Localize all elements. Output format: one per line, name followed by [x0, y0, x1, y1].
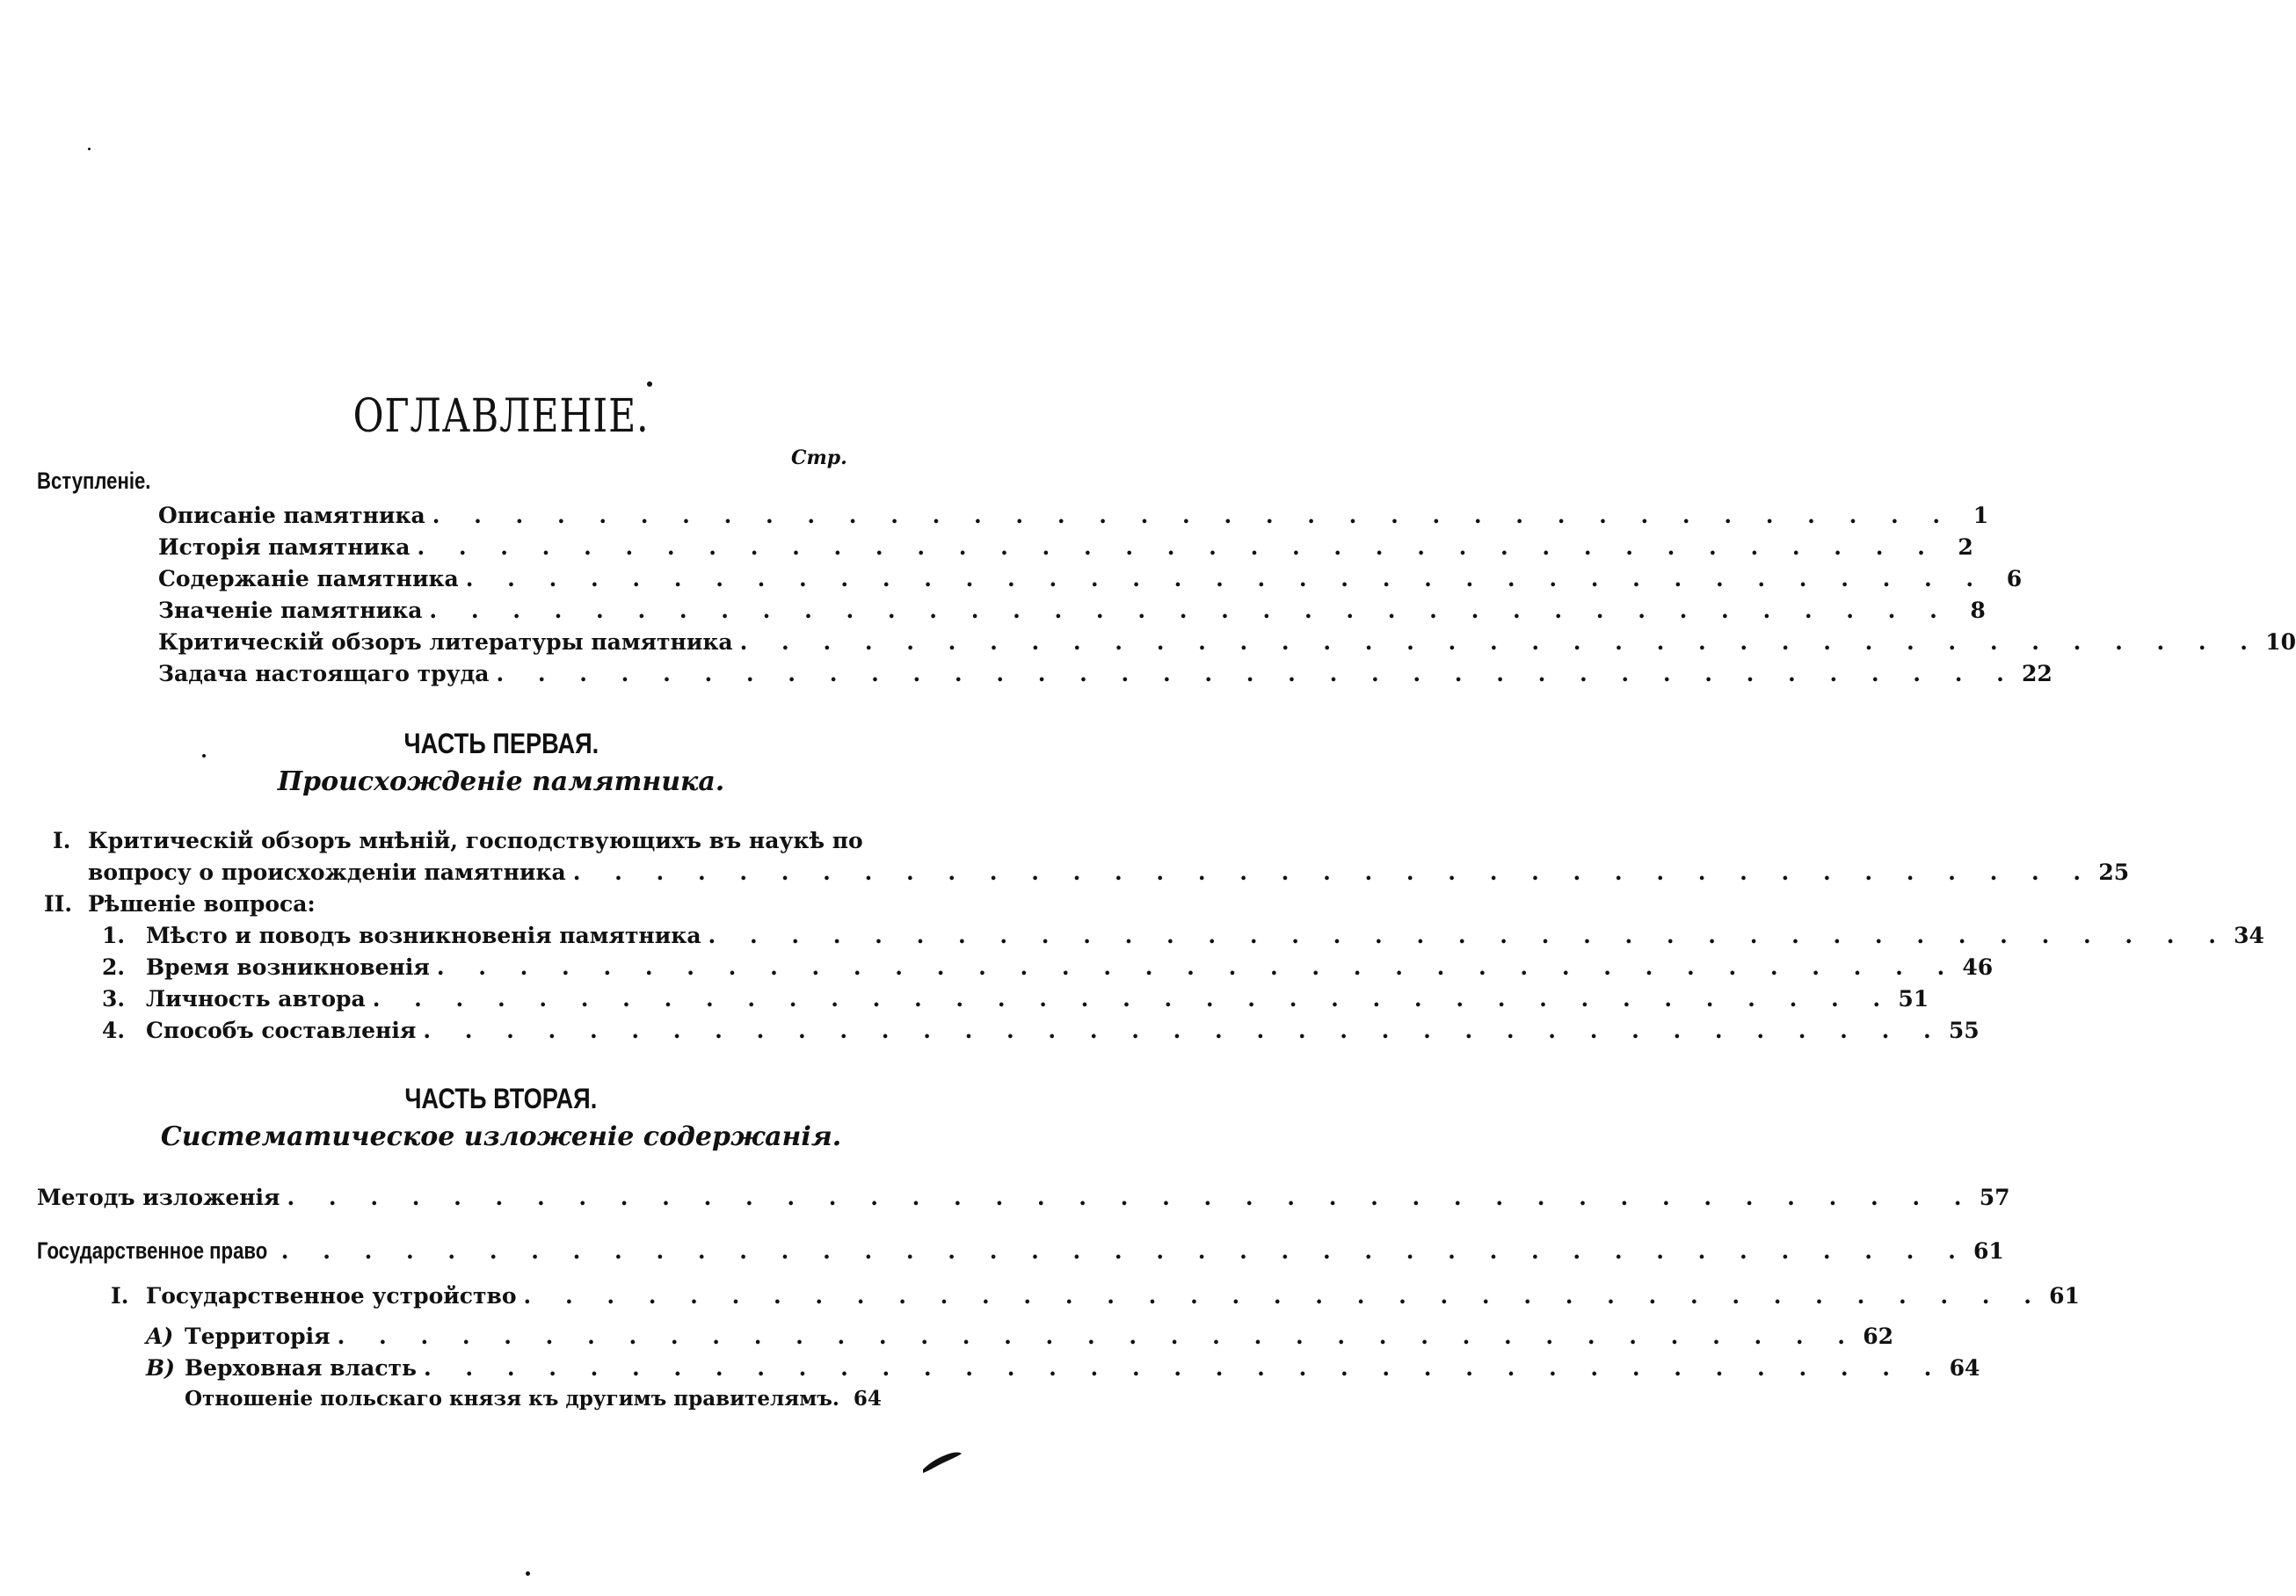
toc-entry-page: 8 [1970, 598, 1986, 623]
toc-entry-page: 10 [2265, 629, 2296, 655]
toc-entry-page: 51 [1898, 986, 1929, 1012]
toc-entry-label: Верховная власть [185, 1355, 418, 1381]
toc-entry[interactable] [158, 503, 1989, 533]
toc-entry-page: 61 [2049, 1283, 2080, 1309]
dot-leader: . . . . . . . . . . . . . . . . . . . . . . . . . . . . . . . . . . . . . [523, 1283, 2045, 1309]
toc-entry-number: 1. [102, 923, 126, 948]
toc-entry[interactable] [158, 661, 2053, 691]
toc-entry[interactable] [146, 986, 1929, 1016]
toc-entry[interactable] [158, 566, 2023, 596]
toc-entry-label: Территорія [185, 1324, 331, 1349]
toc-entry-label: Рѣшеніе вопроса: [88, 891, 316, 917]
print-speck [526, 1571, 530, 1576]
toc-entry-number: I. [111, 1283, 129, 1309]
toc-entry-number: I. [53, 828, 71, 853]
toc-entry[interactable] [158, 598, 1986, 628]
toc-entry-label: Задача настоящаго труда [158, 661, 490, 686]
toc-entry-page: 25 [2098, 860, 2130, 885]
toc-entry[interactable] [185, 1355, 1980, 1385]
part-one-subtitle: Происхожденіе памятника. [277, 766, 725, 797]
toc-entry-label: Критическій обзоръ мнѣній, господствующихъ въ наукѣ по [88, 828, 863, 853]
page-column-label: Стр. [791, 446, 847, 469]
toc-entry[interactable] [146, 954, 1994, 984]
toc-entry-label: Время возникновенія [146, 954, 430, 980]
toc-entry-label: Государственное устройство [146, 1283, 517, 1309]
toc-entry[interactable] [37, 1237, 2004, 1267]
page-title: ОГЛАВЛЕНІЕ. [352, 390, 650, 443]
dot-leader: . . . . . . . . . . . . . . . . . . . . . . . . . . . . . . . . . . . . . [572, 860, 2095, 885]
toc-entry-number: A) [146, 1324, 174, 1349]
toc-entry[interactable] [158, 629, 2296, 659]
toc-entry-label: Описаніе памятника [158, 503, 425, 528]
dot-leader: . . . . . . . . . . . . . . . . . . . . . . . . . . . . . . . . . . . . . . . . . [280, 1238, 1969, 1264]
print-speck [202, 754, 206, 758]
toc-entry-page: 46 [1962, 954, 1994, 980]
toc-entry-label: Содержаніе памятника [158, 566, 459, 591]
toc-entry-page: 2 [1958, 534, 1973, 560]
toc-entry-label: Исторія памятника [158, 534, 411, 560]
toc-entry[interactable] [158, 534, 1973, 564]
dot-leader: . . . . . . . . . . . . . . . . . . . . . . . . . . . . . . . . . . . . . [496, 661, 2017, 686]
toc-entry-page: 1 [1973, 503, 1989, 528]
print-speck [88, 148, 91, 150]
dot-leader: . . . . . . . . . . . . . . . . . . . . . . . . . . . . . . . . . . . . . [337, 1324, 1858, 1349]
dot-leader: . . . . . . . . . . . . . . . . . . . . . . . . . . . . . . . . . . . . . [708, 923, 2229, 948]
toc-entry-number: 2. [102, 954, 126, 980]
ink-smudge [921, 1450, 963, 1475]
part-two-heading: ЧАСТЬ ВТОРАЯ. [404, 1083, 598, 1114]
toc-entry-page: 22 [2022, 661, 2053, 686]
toc-entry-number: II. [44, 891, 73, 917]
part-one-heading: ЧАСТЬ ПЕРВАЯ. [403, 728, 599, 759]
toc-entry-page: 61 [1973, 1238, 2004, 1264]
toc-entry-page: 55 [1948, 1018, 1980, 1043]
toc-entry-label: Мѣсто и поводъ возникновенія памятника [146, 923, 701, 948]
toc-entry-label: Личность автора [146, 986, 366, 1012]
toc-entry[interactable] [88, 860, 2130, 889]
toc-entry[interactable] [146, 1283, 2080, 1313]
toc-entry-label: вопросу о происхожденіи памятника [88, 860, 566, 885]
toc-entry[interactable] [146, 1018, 1980, 1048]
toc-entry-page: 64 [1949, 1355, 1980, 1381]
toc-entry-page: 57 [1979, 1185, 2010, 1210]
toc-entry-label: Значеніе памятника [158, 598, 423, 623]
dot-leader: . . . . . . . . . . . . . . . . . . . . . . . . . . . . . . . . . . . . . [436, 954, 1958, 980]
print-speck [647, 381, 652, 387]
toc-entry-label: Методъ изложенія [37, 1185, 280, 1210]
toc-entry-label: Способъ составленія [146, 1018, 417, 1043]
intro-heading: Вступленіе. [37, 468, 151, 494]
section-heading: Государственное право [37, 1237, 268, 1264]
toc-entry-page: 6 [2006, 566, 2023, 591]
dot-leader: . . . . . . . . . . . . . . . . . . . . . . . . . . . . . . . . . . . . . [424, 1355, 1945, 1381]
part-two-subtitle: Систематическое изложеніе содержанія. [160, 1121, 842, 1152]
toc-entry[interactable] [146, 923, 2264, 953]
toc-entry-page: 34 [2234, 923, 2264, 948]
dot-leader: . . . . . . . . . . . . . . . . . . . . . . . . . . . . . . . . . . . . . [432, 503, 1954, 528]
dot-leader: . . . . . . . . . . . . . . . . . . . . . . . . . . . . . . . . . . . . . . . . . [287, 1185, 1975, 1210]
toc-entry-number: 4. [102, 1018, 126, 1043]
dot-leader: . . . . . . . . . . . . . . . . . . . . . . . . . . . . . . . . . . . . . [372, 986, 1894, 1012]
toc-entry-number: 3. [102, 986, 126, 1012]
dot-leader: . . . . . . . . . . . . . . . . . . . . . . . . . . . . . . . . . . . . . [465, 566, 1987, 591]
toc-entry[interactable] [185, 1324, 1893, 1353]
toc-entry-label: Отношеніе польскаго князя къ другимъ правителямъ. [185, 1387, 839, 1411]
toc-entry-number: B) [146, 1355, 175, 1381]
dot-leader: . . . . . . . . . . . . . . . . . . . . . . . . . . . . . . . . . . . . . [429, 598, 1951, 623]
dot-leader: . . . . . . . . . . . . . . . . . . . . . . . . . . . . . . . . . . . . . [417, 534, 1938, 560]
toc-entry-page: 62 [1863, 1324, 1893, 1349]
dot-leader: . . . . . . . . . . . . . . . . . . . . . . . . . . . . . . . . . . . . . [423, 1018, 1944, 1043]
dot-leader: . . . . . . . . . . . . . . . . . . . . . . . . . . . . . . . . . . . . . [739, 629, 2261, 655]
toc-entry-label: Критическій обзоръ литературы памятника [158, 629, 733, 655]
toc-entry[interactable] [185, 1387, 882, 1417]
toc-entry-page: 64 [853, 1387, 882, 1411]
toc-entry[interactable] [37, 1185, 2010, 1215]
